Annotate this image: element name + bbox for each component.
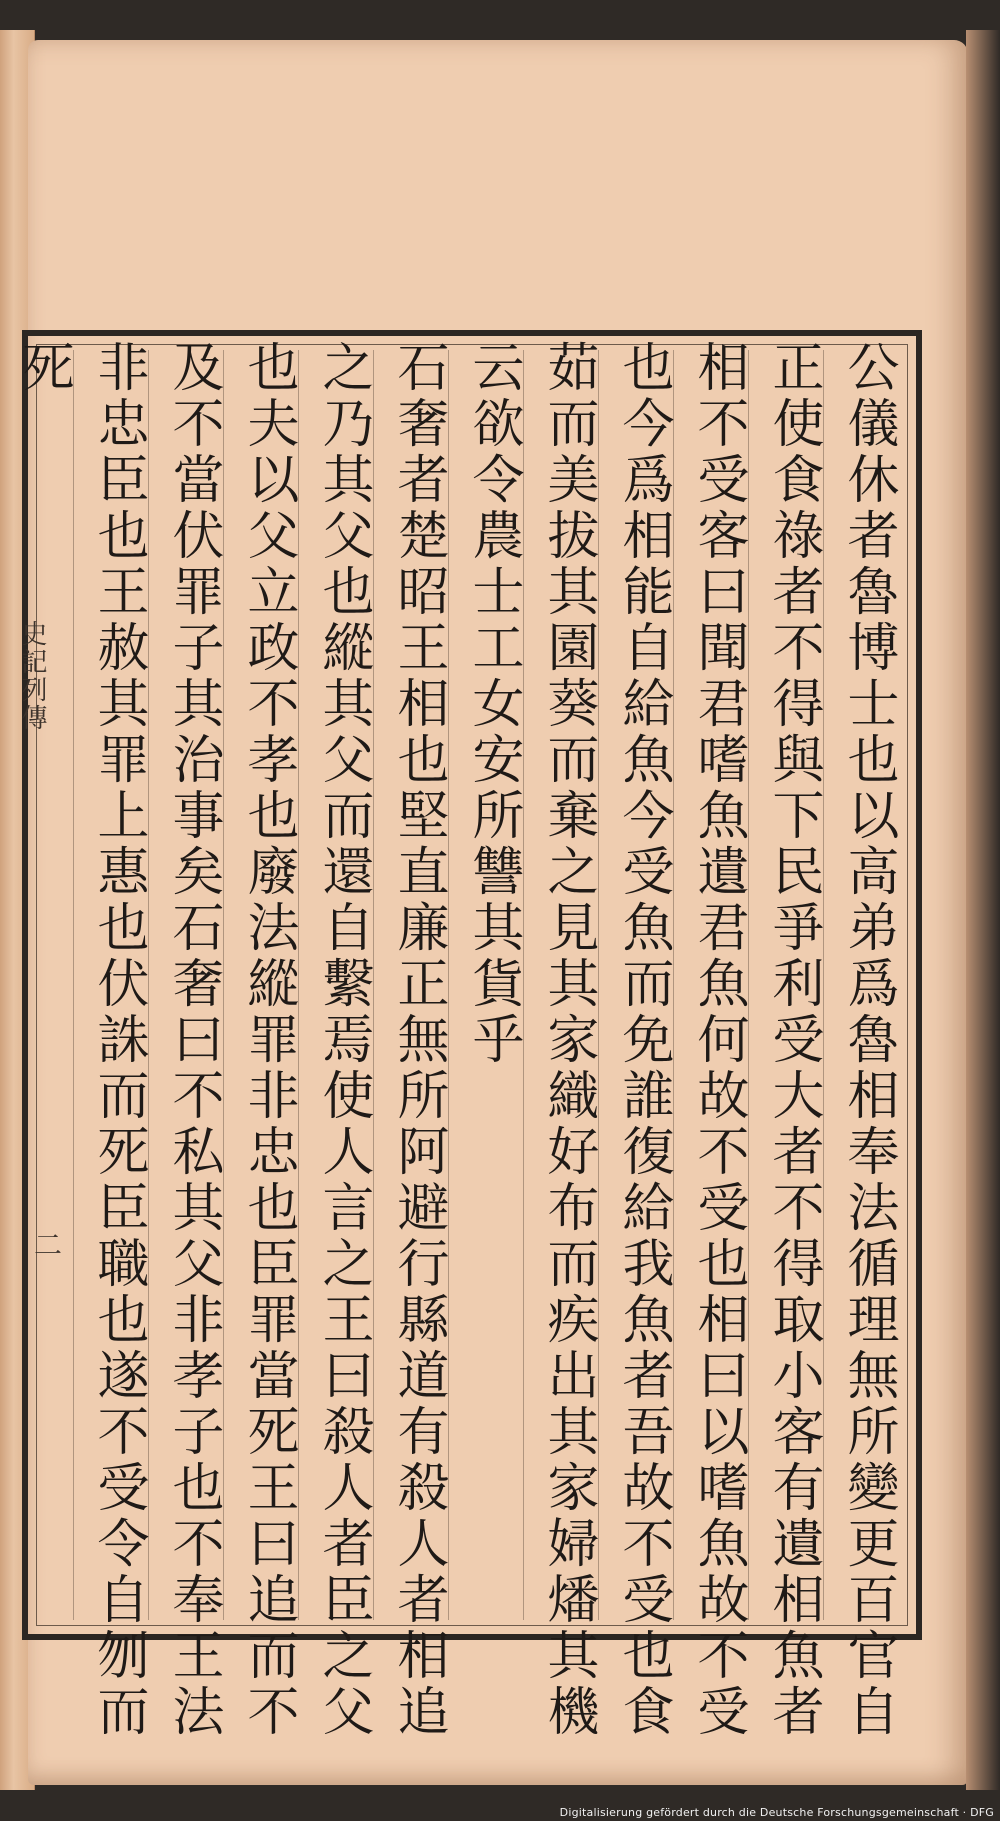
page-shadow-edge xyxy=(966,30,1000,1790)
text-column: 公儀休者魯博士也以高弟爲魯相奉法循理無所變更百官自 xyxy=(838,340,898,1740)
column-rule xyxy=(223,350,224,1620)
text-column: 正使食祿者不得與下民爭利受大者不得取小客有遺相魚者 xyxy=(763,340,823,1740)
margin-title: 史記列傳 xyxy=(17,620,47,732)
text-column: 死 xyxy=(13,340,73,396)
column-rule xyxy=(823,350,824,1620)
column-rule xyxy=(523,350,524,1620)
digitization-credit: Digitalisierung gefördert durch die Deutsche Forschungsgemeinschaft · DFG xyxy=(559,1806,994,1819)
column-rule xyxy=(448,350,449,1620)
text-column: 也今爲相能自給魚今受魚而免誰復給我魚者吾故不受也食 xyxy=(613,340,673,1740)
column-rule xyxy=(598,350,599,1620)
text-column: 也夫以父立政不孝也廢法縱罪非忠也臣罪當死王曰追而不 xyxy=(238,340,298,1740)
column-rule xyxy=(148,350,149,1620)
column-rule xyxy=(73,350,74,1620)
text-column: 云欲令農士工女安所讐其貨乎 xyxy=(463,340,523,1068)
margin-page-number: 二 xyxy=(30,1230,63,1258)
column-rule xyxy=(298,350,299,1620)
text-column: 茹而美拔其園葵而棄之見其家織好布而疾出其家婦燔其機 xyxy=(538,340,598,1740)
text-column: 石奢者楚昭王相也堅直廉正無所阿避行縣道有殺人者相追 xyxy=(388,340,448,1740)
column-rule xyxy=(373,350,374,1620)
text-column: 非忠臣也王赦其罪上惠也伏誅而死臣職也遂不受令自刎而 xyxy=(88,340,148,1740)
text-column: 之乃其父也縱其父而還自繫焉使人言之王曰殺人者臣之父 xyxy=(313,340,373,1740)
text-column: 及不當伏罪子其治事矣石奢曰不私其父非孝子也不奉王法 xyxy=(163,340,223,1740)
text-column: 相不受客曰聞君嗜魚遺君魚何故不受也相曰以嗜魚故不受 xyxy=(688,340,748,1740)
column-rule xyxy=(673,350,674,1620)
column-rule xyxy=(748,350,749,1620)
